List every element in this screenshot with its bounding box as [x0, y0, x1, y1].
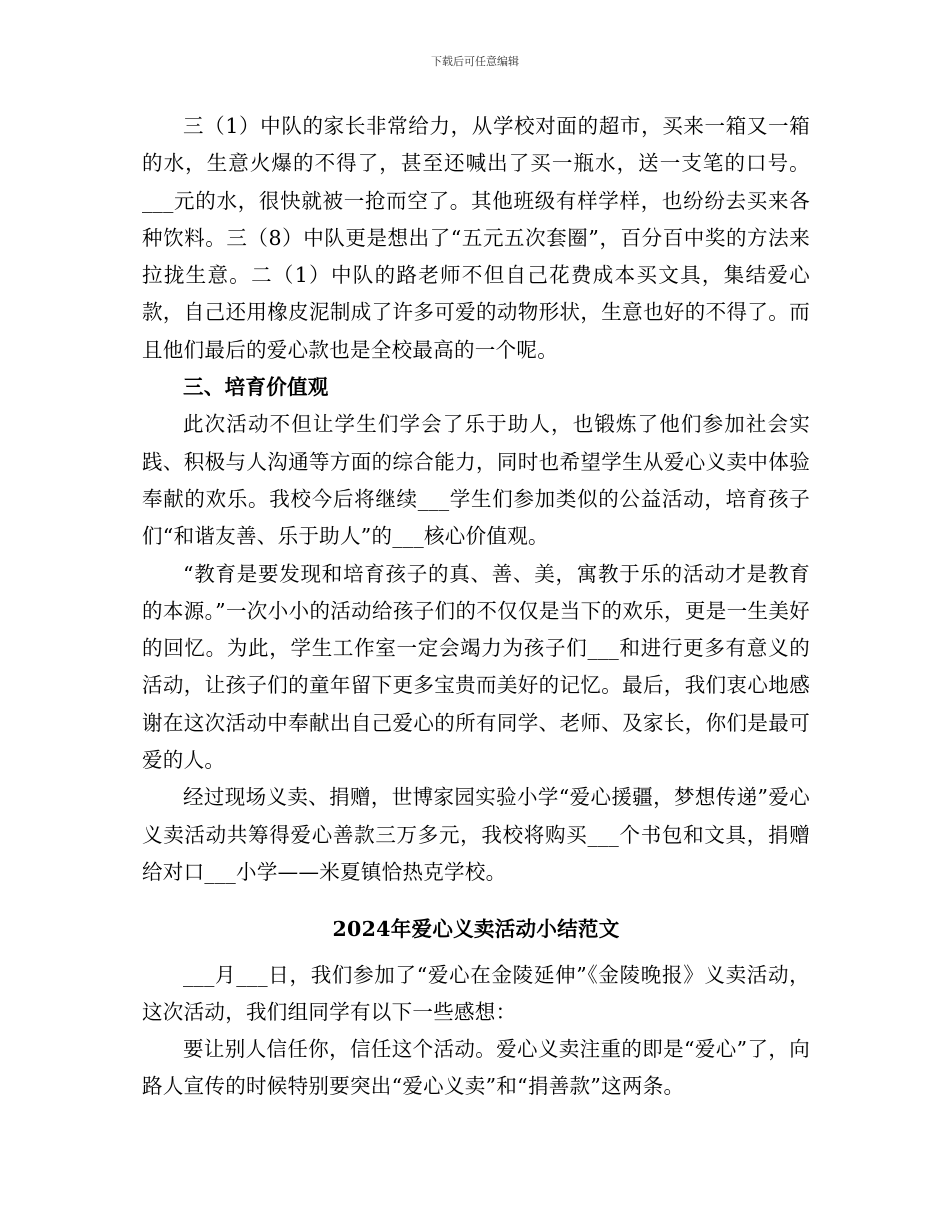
paragraph-education-quote: “教育是要发现和培育孩子的真、善、美，寓教于乐的活动才是教育的本源。”一次小小的活动给孩子们的不仅仅是当下的欢乐，更是一生美好的回忆。为此，学生工作室一定会竭力为孩子们___和进行更多有意义的活动，让孩子们的童年留下更多宝贵而美好的记忆。最后，我们衷心地感谢在这次活动中奉献出自己爱心的所有同学、老师、及家长，你们是最可爱的人。 [142, 561, 810, 773]
paragraph-activity-benefits: 此次活动不但让学生们学会了乐于助人，也锻炼了他们参加社会实践、积极与人沟通等方面的综合能力，同时也希望学生从爱心义卖中体验奉献的欢乐。我校今后将继续___学生们参加类似的公益活动，培育孩子们“和谐友善、乐于助人”的___核心价值观。 [142, 412, 810, 549]
paragraph-parent-sales: 三（1）中队的家长非常给力，从学校对面的超市，买来一箱又一箱的水，生意火爆的不得了，甚至还喊出了买一瓶水，送一支笔的口号。___元的水，很快就被一抢而空了。其他班级有样学样，也纷纷去买来各种饮料。三（8）中队更是想出了“五元五次套圈”，百分百中奖的方法来拉拢生意。二（1）中队的路老师不但自己花费成本买文具，集结爱心款，自己还用橡皮泥制成了许多可爱的动物形状，生意也好的不得了。而且他们最后的爱心款也是全校最高的一个呢。 [142, 114, 810, 362]
document-body [142, 108, 810, 1106]
paragraph-donation-result: 经过现场义卖、捐赠，世博家园实验小学“爱心援疆，梦想传递”爱心义卖活动共筹得爱心善款三万多元，我校将购买___个书包和文具，捐赠给对口___小学——米夏镇恰热克学校。 [142, 785, 810, 884]
page-header: 下载后可任意编辑 [431, 55, 519, 68]
paragraph-jinling-event: ___月___日，我们参加了“爱心在金陵延伸”《金陵晚报》义卖活动，这次活动，我们组同学有以下一些感想： [142, 962, 810, 1024]
section-heading-values: 三、培育价值观 [183, 375, 329, 400]
paragraph-trust: 要让别人信任你，信任这个活动。爱心义卖注重的即是“爱心”了，向路人宣传的时候特别要突出“爱心义卖”和“捐善款”这两条。 [142, 1037, 810, 1099]
document-title-2024: 2024年爱心义卖活动小结范文 [332, 917, 620, 942]
